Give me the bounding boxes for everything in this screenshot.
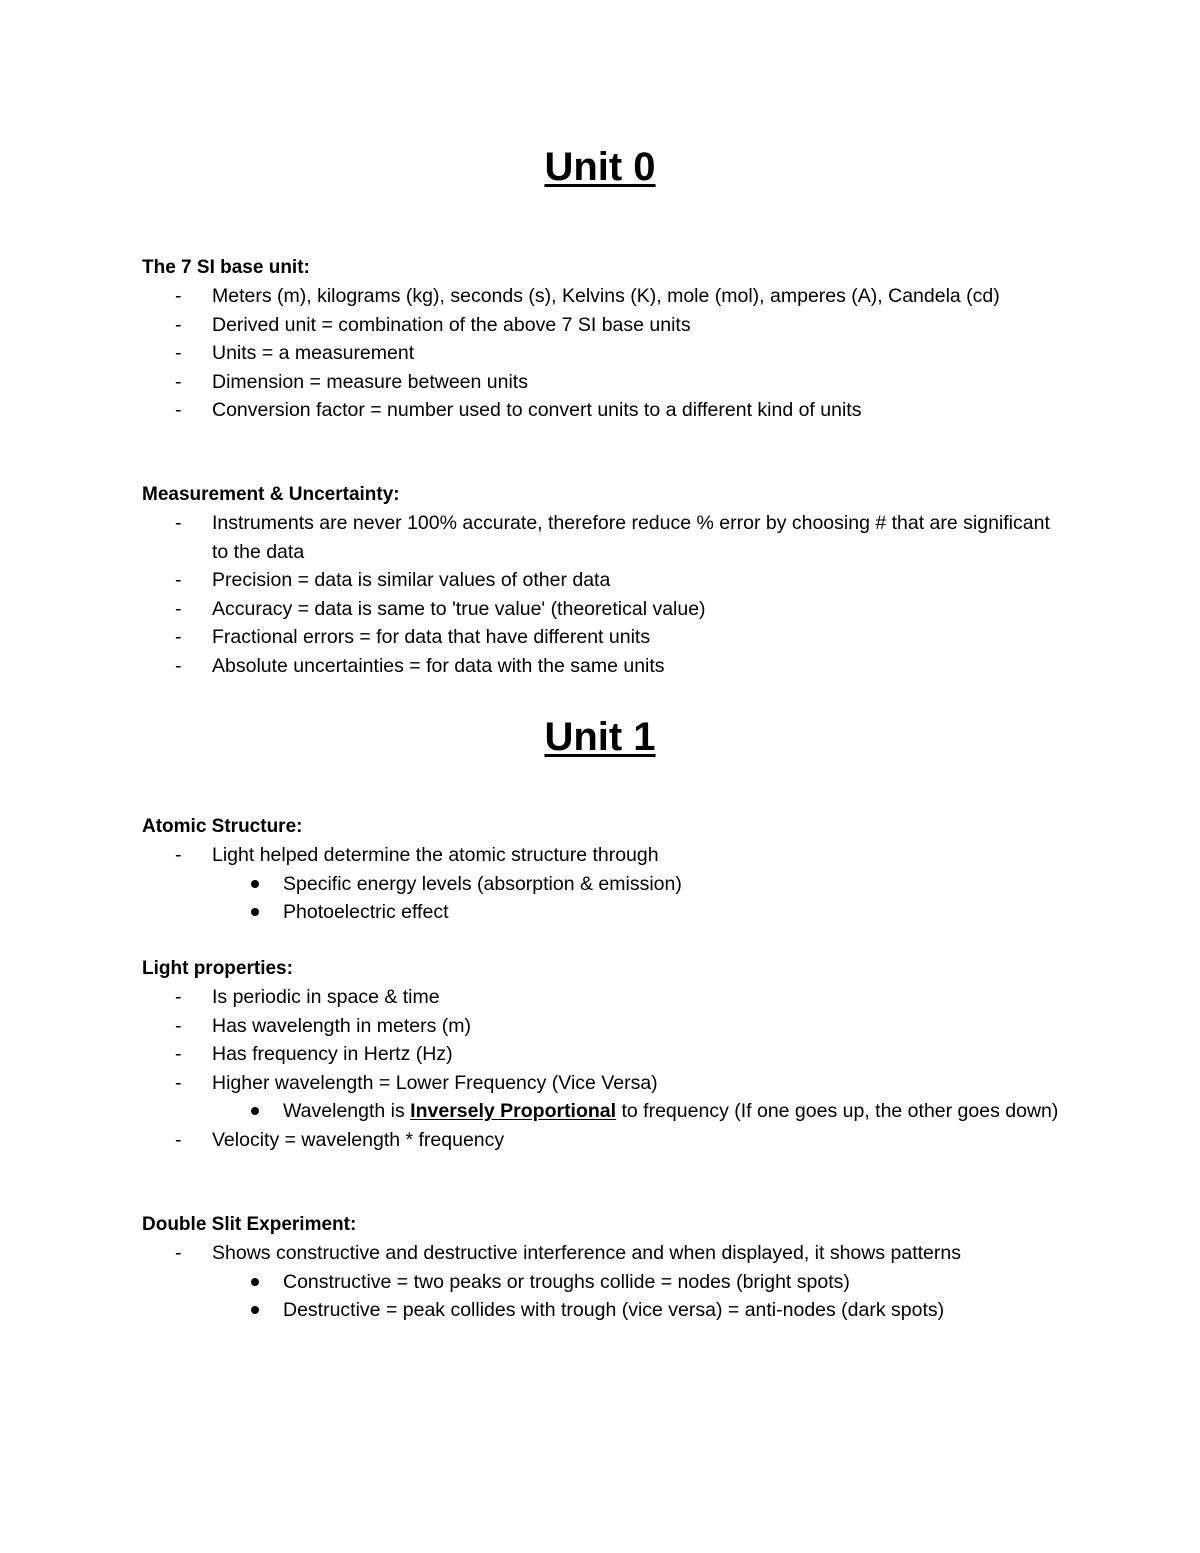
list-item (142, 311, 1062, 340)
double-slit-sublist (212, 1268, 1062, 1325)
unit-0-title: Unit 0 (544, 145, 656, 189)
wavelength-note-after: to frequency (If one goes up, the other goes down) (616, 1100, 1059, 1122)
list-item-text: Precision = data is similar values of other data (212, 569, 611, 591)
list-item-text: Has frequency in Hertz (Hz) (212, 1043, 453, 1065)
bullet-dot-icon (251, 880, 259, 888)
list-item-text: Shows constructive and destructive interference and when displayed, it shows patterns (212, 1242, 961, 1264)
si-base-unit-list (142, 282, 1062, 425)
list-item (142, 339, 1062, 368)
sub-list-item (212, 1097, 1062, 1126)
list-item (142, 1126, 1062, 1155)
sub-list-item (212, 870, 1062, 899)
dash-marker: - (175, 399, 182, 421)
list-item-text: Absolute uncertainties = for data with the same units (212, 654, 665, 677)
light-properties-sublist (212, 1097, 1062, 1126)
wavelength-note-before: Wavelength is (283, 1100, 411, 1122)
list-item (142, 595, 1062, 624)
list-item-text: Dimension = measure between units (212, 370, 528, 393)
dash-marker: - (175, 626, 182, 648)
list-item-text: Velocity = wavelength * frequency (212, 1128, 505, 1151)
list-item (142, 282, 1062, 311)
bullet-dot-icon (251, 1278, 259, 1286)
sub-list-item-text: Specific energy levels (absorption & emission) (283, 872, 682, 895)
list-item (142, 652, 1062, 681)
sub-list-item-text: Destructive = peak collides with trough (vice versa) = anti-nodes (dark spots) (283, 1299, 945, 1321)
dash-marker: - (175, 569, 182, 591)
dash-marker: - (175, 654, 182, 677)
list-item-text: Has wavelength in meters (m) (212, 1014, 472, 1037)
dash-marker: - (175, 313, 182, 336)
light-properties-section (142, 955, 1062, 1154)
list-item-text: Is periodic in space & time (212, 986, 440, 1008)
sub-list-item (212, 1296, 1062, 1325)
double-slit-heading: Double Slit Experiment: (142, 1214, 357, 1235)
dash-marker: - (175, 342, 182, 364)
list-item (142, 368, 1062, 397)
list-item-text: Meters (m), kilograms (kg), seconds (s), Kelvins (K), mole (mol), amperes (A), Candela (cd) (212, 285, 1000, 307)
inversely-proportional-emphasis: Inversely Proportional (410, 1100, 617, 1122)
dash-marker: - (175, 597, 182, 620)
unit-1-title: Unit 1 (544, 715, 656, 759)
dash-marker: - (175, 1043, 182, 1065)
list-item-text: Units = a measurement (212, 342, 415, 364)
sub-list-item-text: Photoelectric effect (283, 901, 449, 923)
bullet-dot-icon (251, 1306, 259, 1314)
measurement-uncertainty-section (142, 481, 1062, 680)
double-slit-section (142, 1211, 1062, 1325)
bullet-dot-icon (251, 1107, 259, 1115)
sub-list-item (212, 898, 1062, 927)
list-item (142, 983, 1062, 1012)
measurement-uncertainty-heading: Measurement & Uncertainty: (142, 484, 400, 505)
dash-marker: - (175, 844, 182, 866)
dash-marker: - (175, 1014, 182, 1037)
sub-list-item (212, 1268, 1062, 1297)
list-item-text: Fractional errors = for data that have different units (212, 626, 651, 648)
list-item-text: Accuracy = data is same to 'true value' (theoretical value) (212, 597, 706, 620)
dash-marker: - (175, 370, 182, 393)
list-item (142, 509, 1062, 566)
list-item (142, 841, 1062, 927)
dash-marker: - (175, 285, 182, 307)
list-item-text: Instruments are never 100% accurate, therefore reduce % error by choosing # that are significant to the data (212, 512, 1050, 563)
sub-list-item-text: Constructive = two peaks or troughs collide = nodes (bright spots) (283, 1270, 850, 1293)
list-item (142, 396, 1062, 425)
list-item (142, 623, 1062, 652)
light-properties-heading: Light properties: (142, 958, 293, 979)
list-item (142, 566, 1062, 595)
dash-marker: - (175, 986, 182, 1008)
si-base-unit-section (142, 254, 1062, 425)
atomic-structure-list (142, 841, 1062, 927)
list-item (142, 1069, 1062, 1126)
dash-marker: - (175, 512, 182, 534)
list-item (142, 1040, 1062, 1069)
double-slit-list (142, 1239, 1062, 1325)
list-item (142, 1012, 1062, 1041)
dash-marker: - (175, 1128, 182, 1151)
list-item-text: Light helped determine the atomic structure through (212, 844, 659, 866)
list-item-text: Conversion factor = number used to convert units to a different kind of units (212, 399, 862, 421)
dash-marker: - (175, 1242, 182, 1264)
measurement-uncertainty-list (142, 509, 1062, 680)
dash-marker: - (175, 1071, 182, 1094)
list-item (142, 1239, 1062, 1325)
list-item-text: Higher wavelength = Lower Frequency (Vice Versa) (212, 1071, 658, 1094)
atomic-structure-section (142, 813, 1062, 927)
light-properties-list (142, 983, 1062, 1154)
atomic-structure-heading: Atomic Structure: (142, 816, 303, 837)
atomic-structure-sublist (212, 870, 1062, 927)
bullet-dot-icon (251, 908, 259, 916)
si-base-unit-heading: The 7 SI base unit: (142, 257, 310, 278)
list-item-text: Derived unit = combination of the above 7 SI base units (212, 313, 691, 336)
